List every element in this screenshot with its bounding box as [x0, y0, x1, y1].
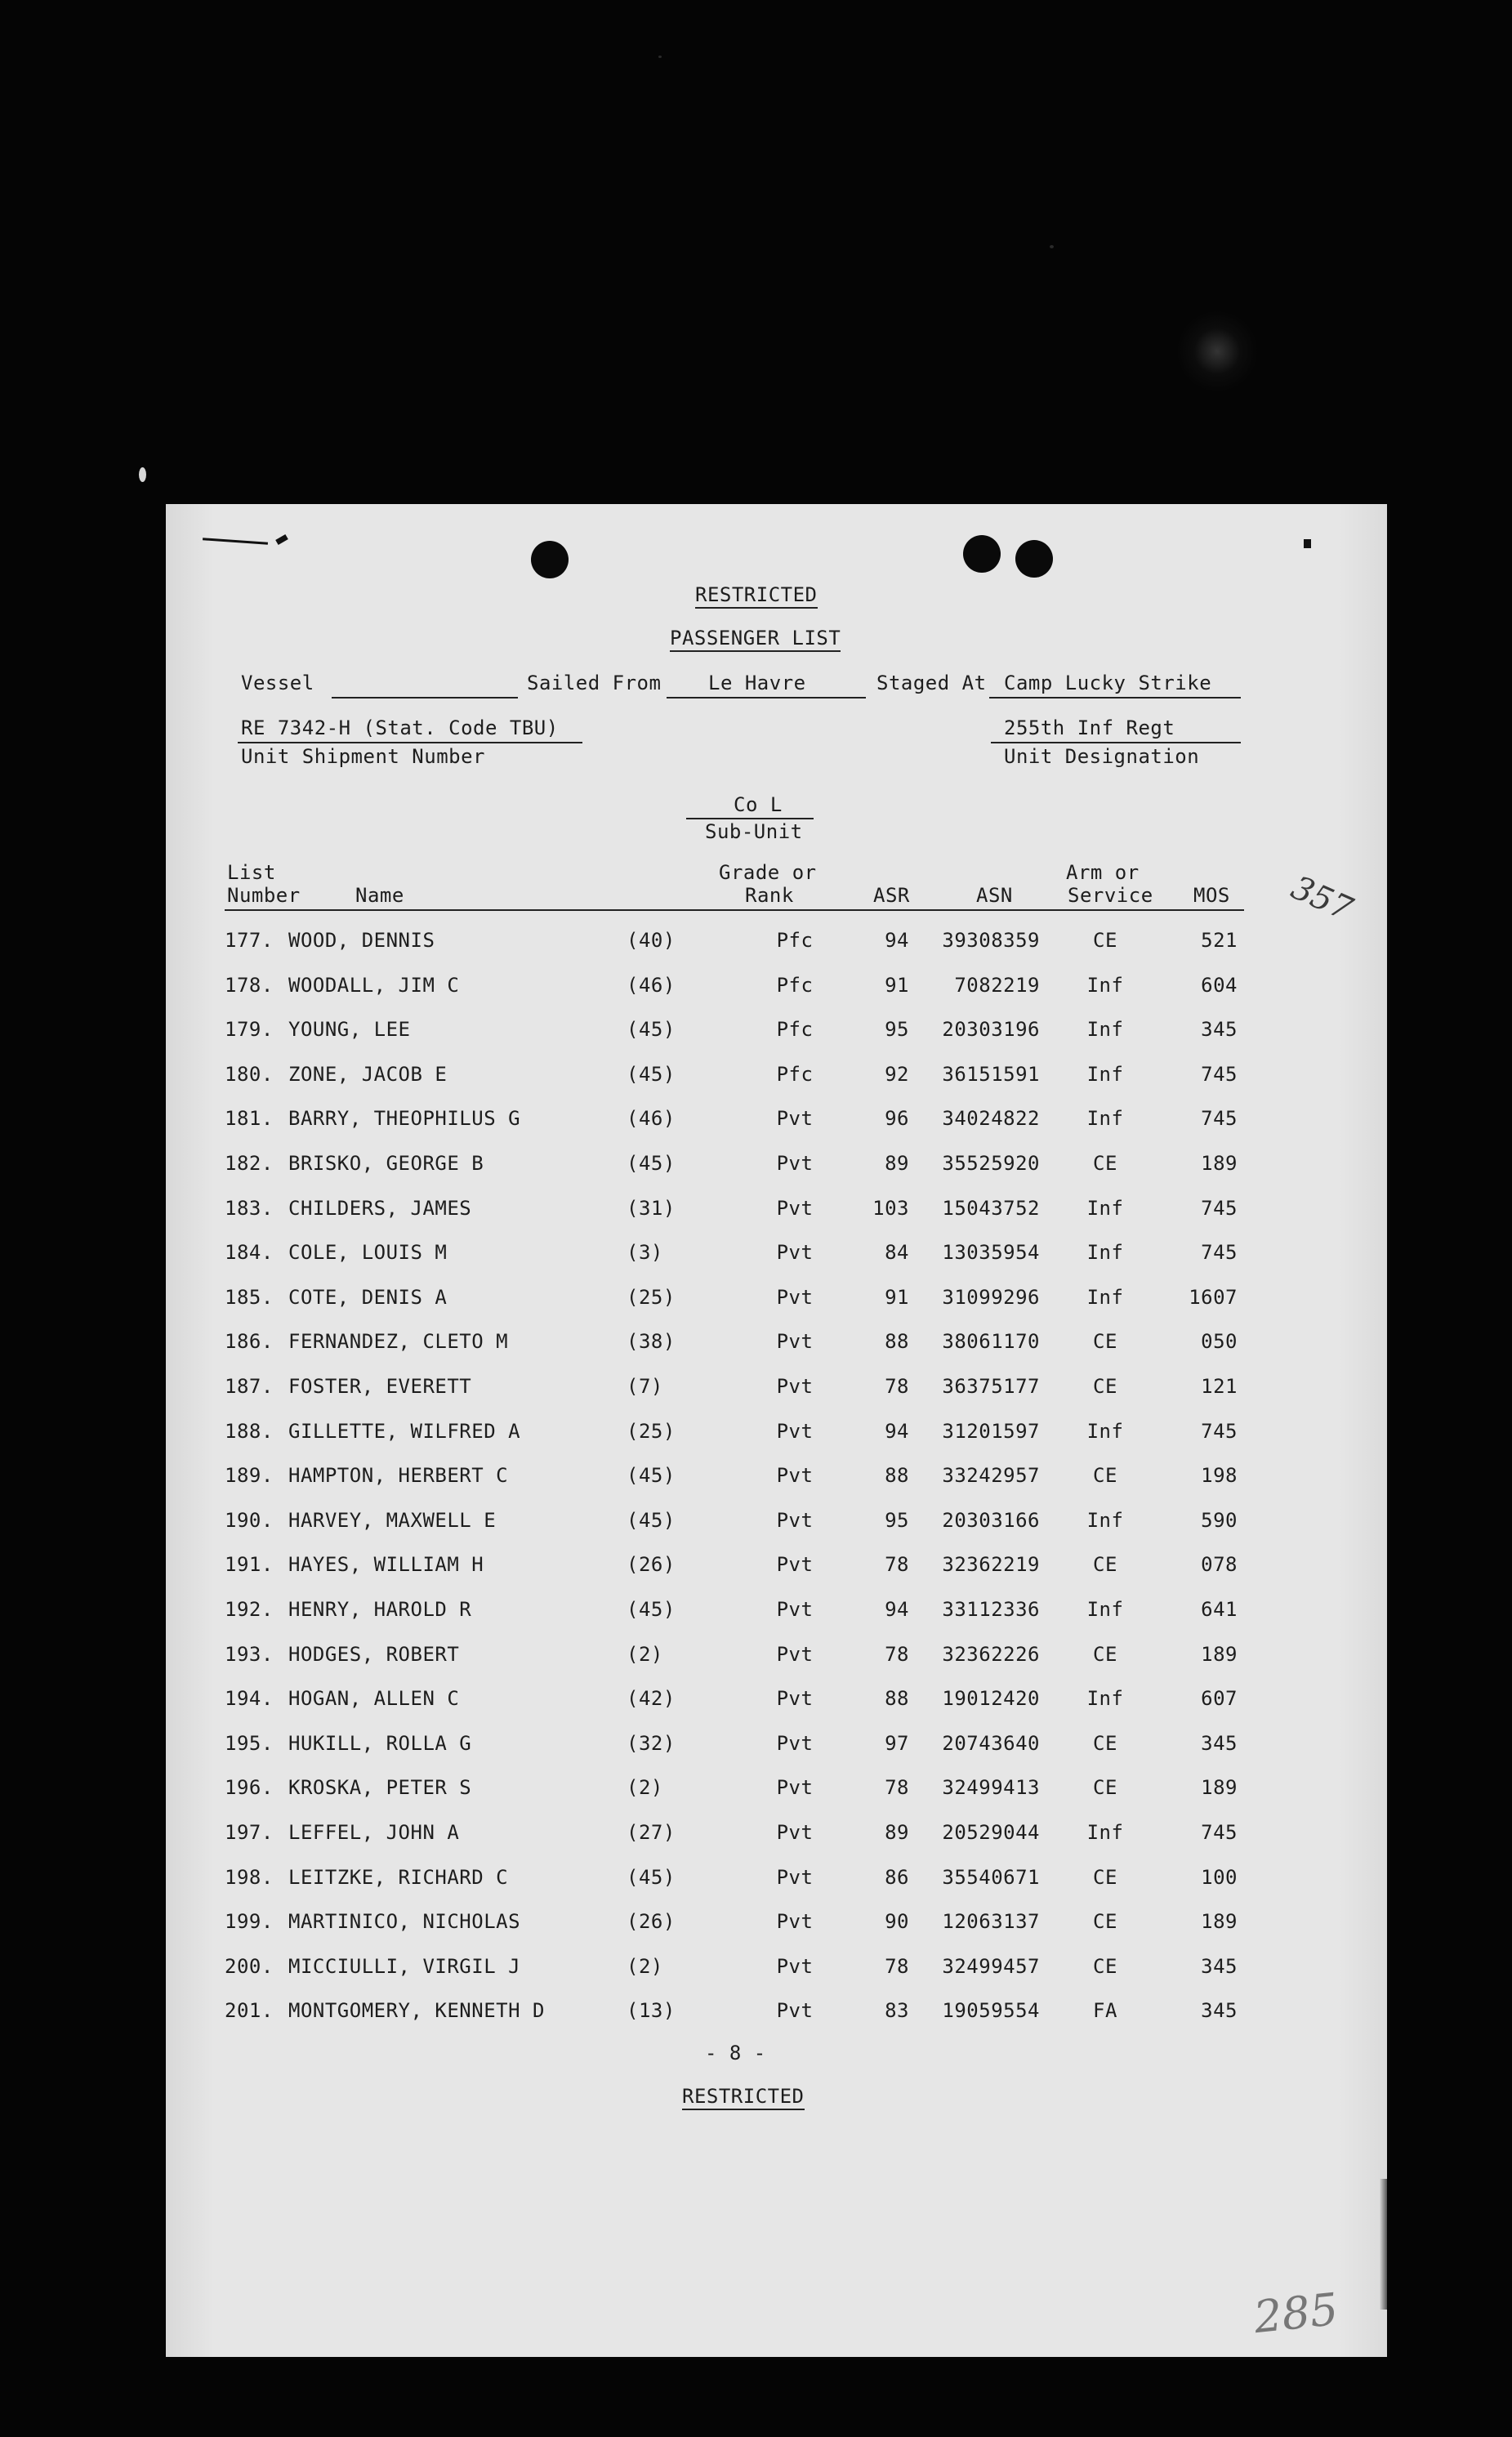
grade-rank: Pvt — [776, 1508, 814, 1532]
passenger-name: LEFFEL, JOHN A — [288, 1821, 460, 1844]
grade-rank: Pvt — [776, 1464, 814, 1488]
list-number: 178. — [225, 973, 274, 997]
asr-score: 94 — [885, 1598, 909, 1621]
background-speck — [658, 56, 662, 58]
passenger-name: BARRY, THEOPHILUS G — [288, 1107, 521, 1131]
list-number: 182. — [225, 1152, 274, 1175]
shipment-number-label: Unit Shipment Number — [241, 745, 485, 768]
passenger-name: HODGES, ROBERT — [288, 1642, 460, 1666]
arm-service: CE — [1093, 1152, 1117, 1175]
grade-rank: Pvt — [776, 1196, 814, 1220]
grade-rank: Pvt — [776, 1954, 814, 1978]
arm-service: CE — [1093, 1776, 1117, 1800]
table-row — [166, 1955, 1387, 1999]
list-number: 183. — [225, 1196, 274, 1220]
ink-speck — [275, 534, 288, 545]
table-row — [166, 1776, 1387, 1820]
list-number: 185. — [225, 1285, 274, 1309]
table-row — [166, 1732, 1387, 1776]
corner-scratch — [203, 538, 268, 545]
arm-service: Inf — [1086, 1062, 1124, 1086]
serial-number: 20743640 — [942, 1731, 1040, 1755]
grade-rank: Pvt — [776, 1865, 814, 1889]
header-name: Name — [355, 884, 404, 907]
arm-service: Inf — [1086, 1508, 1124, 1532]
table-row — [166, 1420, 1387, 1464]
grade-rank: Pvt — [776, 1107, 814, 1131]
mos-code: 641 — [1201, 1598, 1238, 1621]
passenger-name: HARVEY, MAXWELL E — [288, 1508, 497, 1532]
passenger-name: COTE, DENIS A — [288, 1285, 448, 1309]
list-number: 180. — [225, 1062, 274, 1086]
table-row — [166, 1018, 1387, 1062]
passenger-name: HOGAN, ALLEN C — [288, 1687, 460, 1711]
asr-score: 103 — [872, 1196, 909, 1220]
shipment-number-value: RE 7342-H (Stat. Code TBU) — [241, 716, 559, 739]
mos-code: 345 — [1201, 1018, 1238, 1042]
asr-score: 88 — [885, 1464, 909, 1488]
passenger-name: YOUNG, LEE — [288, 1018, 411, 1042]
serial-number: 13035954 — [942, 1241, 1040, 1265]
serial-number: 12063137 — [942, 1910, 1040, 1934]
list-number: 177. — [225, 929, 274, 952]
table-row — [166, 1553, 1387, 1597]
age-code: (3) — [627, 1241, 663, 1265]
list-number: 196. — [225, 1776, 274, 1800]
punch-hole — [531, 541, 569, 578]
arm-service: Inf — [1086, 1241, 1124, 1265]
passenger-name: FERNANDEZ, CLETO M — [288, 1330, 509, 1354]
asr-score: 90 — [885, 1910, 909, 1934]
mos-code: 745 — [1201, 1821, 1238, 1844]
arm-service: CE — [1093, 1954, 1117, 1978]
arm-service: CE — [1093, 1910, 1117, 1934]
serial-number: 20529044 — [942, 1821, 1040, 1844]
background-speck — [1050, 245, 1054, 248]
arm-service: CE — [1093, 1330, 1117, 1354]
handwritten-corner-number: 285 — [1251, 2283, 1341, 2344]
serial-number: 32362219 — [942, 1553, 1040, 1577]
sailed-from-value: Le Havre — [708, 672, 806, 694]
age-code: (26) — [627, 1553, 676, 1577]
mos-code: 745 — [1201, 1107, 1238, 1131]
background-light-spot — [1176, 310, 1258, 392]
grade-rank: Pvt — [776, 1553, 814, 1577]
asr-score: 91 — [885, 973, 909, 997]
handwritten-margin-number: 357 — [1285, 868, 1358, 929]
classification-bottom: RESTRICTED — [682, 2085, 805, 2110]
serial-number: 33112336 — [942, 1598, 1040, 1621]
table-row — [166, 1509, 1387, 1553]
arm-service: Inf — [1086, 1821, 1124, 1844]
arm-service: CE — [1093, 1553, 1117, 1577]
serial-number: 31099296 — [942, 1285, 1040, 1309]
passenger-name: HAYES, WILLIAM H — [288, 1553, 484, 1577]
arm-service: CE — [1093, 929, 1117, 952]
passenger-name: MONTGOMERY, KENNETH D — [288, 1999, 545, 2023]
arm-service: Inf — [1086, 1687, 1124, 1711]
list-number: 201. — [225, 1999, 274, 2023]
sub-unit-label: Sub-Unit — [705, 820, 803, 843]
asr-score: 83 — [885, 1999, 909, 2023]
mos-code: 521 — [1201, 929, 1238, 952]
serial-number: 33242957 — [942, 1464, 1040, 1488]
grade-rank: Pvt — [776, 1152, 814, 1175]
list-number: 193. — [225, 1642, 274, 1666]
arm-service: CE — [1093, 1464, 1117, 1488]
age-code: (45) — [627, 1464, 676, 1488]
list-number: 199. — [225, 1910, 274, 1934]
passenger-name: HUKILL, ROLLA G — [288, 1731, 472, 1755]
mos-code: 604 — [1201, 973, 1238, 997]
serial-number: 32499413 — [942, 1776, 1040, 1800]
age-code: (31) — [627, 1196, 676, 1220]
serial-number: 39308359 — [942, 929, 1040, 952]
age-code: (7) — [627, 1375, 663, 1398]
header-list-number-2: Number — [227, 884, 301, 907]
age-code: (45) — [627, 1018, 676, 1042]
mos-code: 100 — [1201, 1865, 1238, 1889]
grade-rank: Pfc — [776, 929, 814, 952]
grade-rank: Pvt — [776, 1776, 814, 1800]
arm-service: CE — [1093, 1865, 1117, 1889]
list-number: 192. — [225, 1598, 274, 1621]
arm-service: Inf — [1086, 1598, 1124, 1621]
staged-at-value: Camp Lucky Strike — [1004, 672, 1212, 694]
table-row — [166, 1152, 1387, 1196]
header-list-line1: List — [227, 861, 276, 884]
arm-service: FA — [1093, 1999, 1117, 2023]
table-row — [166, 1821, 1387, 1865]
age-code: (25) — [627, 1285, 676, 1309]
page-edge-shadow — [1379, 2179, 1387, 2310]
grade-rank: Pvt — [776, 1687, 814, 1711]
arm-service: CE — [1093, 1731, 1117, 1755]
serial-number: 32362226 — [942, 1642, 1040, 1666]
passenger-name: GILLETTE, WILFRED A — [288, 1419, 521, 1443]
serial-number: 19059554 — [942, 1999, 1040, 2023]
age-code: (42) — [627, 1687, 676, 1711]
header-asr: ASR — [873, 884, 910, 907]
header-arm-1: Arm or — [1066, 861, 1140, 884]
table-row — [166, 1866, 1387, 1910]
unit-designation-line — [991, 742, 1241, 743]
mos-code: 198 — [1201, 1464, 1238, 1488]
age-code: (45) — [627, 1062, 676, 1086]
arm-service: Inf — [1086, 1285, 1124, 1309]
table-row — [166, 1643, 1387, 1687]
table-row — [166, 1197, 1387, 1241]
arm-service: Inf — [1086, 1107, 1124, 1131]
mos-code: 590 — [1201, 1508, 1238, 1532]
table-row — [166, 1107, 1387, 1151]
grade-rank: Pfc — [776, 1062, 814, 1086]
age-code: (40) — [627, 929, 676, 952]
table-row — [166, 1375, 1387, 1419]
arm-service: Inf — [1086, 1018, 1124, 1042]
asr-score: 78 — [885, 1776, 909, 1800]
unit-designation-value: 255th Inf Regt — [1004, 716, 1175, 739]
grade-rank: Pvt — [776, 1375, 814, 1398]
age-code: (45) — [627, 1508, 676, 1532]
mos-code: 745 — [1201, 1062, 1238, 1086]
serial-number: 38061170 — [942, 1330, 1040, 1354]
passenger-name: BRISKO, GEORGE B — [288, 1152, 484, 1175]
document-title: PASSENGER LIST — [670, 627, 841, 652]
list-number: 191. — [225, 1553, 274, 1577]
ink-speck — [1304, 539, 1311, 548]
list-number: 189. — [225, 1464, 274, 1488]
list-number: 195. — [225, 1731, 274, 1755]
grade-rank: Pvt — [776, 1731, 814, 1755]
sailed-from-label: Sailed From — [527, 672, 662, 694]
grade-rank: Pvt — [776, 1419, 814, 1443]
unit-designation-label: Unit Designation — [1004, 745, 1200, 768]
age-code: (2) — [627, 1954, 663, 1978]
passenger-name: KROSKA, PETER S — [288, 1776, 472, 1800]
passenger-name: CHILDERS, JAMES — [288, 1196, 472, 1220]
arm-service: Inf — [1086, 1196, 1124, 1220]
table-row — [166, 1241, 1387, 1285]
list-number: 194. — [225, 1687, 274, 1711]
age-code: (27) — [627, 1821, 676, 1844]
sub-unit-value: Co L — [734, 793, 783, 816]
asr-score: 78 — [885, 1954, 909, 1978]
list-number: 184. — [225, 1241, 274, 1265]
asr-score: 96 — [885, 1107, 909, 1131]
table-row — [166, 929, 1387, 973]
table-row — [166, 1999, 1387, 2043]
table-row — [166, 1687, 1387, 1731]
asr-score: 88 — [885, 1687, 909, 1711]
mos-code: 121 — [1201, 1375, 1238, 1398]
arm-service: CE — [1093, 1375, 1117, 1398]
mos-code: 345 — [1201, 1999, 1238, 2023]
grade-rank: Pvt — [776, 1598, 814, 1621]
mos-code: 607 — [1201, 1687, 1238, 1711]
serial-number: 20303166 — [942, 1508, 1040, 1532]
table-row — [166, 1063, 1387, 1107]
serial-number: 35540671 — [942, 1865, 1040, 1889]
document-page — [166, 504, 1387, 2357]
list-number: 188. — [225, 1419, 274, 1443]
table-row — [166, 1598, 1387, 1642]
table-row — [166, 1286, 1387, 1330]
mos-code: 345 — [1201, 1731, 1238, 1755]
age-code: (13) — [627, 1999, 676, 2023]
age-code: (38) — [627, 1330, 676, 1354]
age-code: (45) — [627, 1152, 676, 1175]
grade-rank: Pfc — [776, 1018, 814, 1042]
serial-number: 15043752 — [942, 1196, 1040, 1220]
asr-score: 94 — [885, 1419, 909, 1443]
passenger-name: MICCIULLI, VIRGIL J — [288, 1954, 521, 1978]
serial-number: 32499457 — [942, 1954, 1040, 1978]
asr-score: 95 — [885, 1508, 909, 1532]
serial-number: 31201597 — [942, 1419, 1040, 1443]
arm-service: Inf — [1086, 973, 1124, 997]
header-mos: MOS — [1193, 884, 1230, 907]
serial-number: 34024822 — [942, 1107, 1040, 1131]
asr-score: 91 — [885, 1285, 909, 1309]
serial-number: 20303196 — [942, 1018, 1040, 1042]
serial-number: 19012420 — [942, 1687, 1040, 1711]
staged-at-label: Staged At — [876, 672, 987, 694]
mos-code: 745 — [1201, 1241, 1238, 1265]
passenger-name: HENRY, HAROLD R — [288, 1598, 472, 1621]
age-code: (2) — [627, 1776, 663, 1800]
mos-code: 345 — [1201, 1954, 1238, 1978]
sub-unit-line — [686, 818, 814, 819]
list-number: 190. — [225, 1508, 274, 1532]
passenger-name: FOSTER, EVERETT — [288, 1375, 472, 1398]
classification-top: RESTRICTED — [695, 583, 818, 609]
mos-code: 189 — [1201, 1152, 1238, 1175]
grade-rank: Pvt — [776, 1285, 814, 1309]
passenger-name: LEITZKE, RICHARD C — [288, 1865, 509, 1889]
mos-code: 745 — [1201, 1419, 1238, 1443]
header-list-number — [227, 861, 276, 884]
age-code: (25) — [627, 1419, 676, 1443]
list-number: 198. — [225, 1865, 274, 1889]
header-asn: ASN — [976, 884, 1013, 907]
mos-code: 1607 — [1189, 1285, 1238, 1309]
asr-score: 92 — [885, 1062, 909, 1086]
passenger-name: ZONE, JACOB E — [288, 1062, 448, 1086]
serial-number: 7082219 — [954, 973, 1040, 997]
header-underline — [225, 909, 1244, 911]
grade-rank: Pvt — [776, 1999, 814, 2023]
grade-rank: Pvt — [776, 1821, 814, 1844]
grade-rank: Pvt — [776, 1910, 814, 1934]
asr-score: 95 — [885, 1018, 909, 1042]
list-number: 197. — [225, 1821, 274, 1844]
passenger-name: HAMPTON, HERBERT C — [288, 1464, 509, 1488]
sailed-from-line — [667, 697, 866, 699]
list-number: 200. — [225, 1954, 274, 1978]
passenger-name: WOOD, DENNIS — [288, 929, 435, 952]
serial-number: 36375177 — [942, 1375, 1040, 1398]
asr-score: 89 — [885, 1821, 909, 1844]
age-code: (45) — [627, 1865, 676, 1889]
mos-code: 078 — [1201, 1553, 1238, 1577]
age-code: (45) — [627, 1598, 676, 1621]
table-row — [166, 1464, 1387, 1508]
mos-code: 189 — [1201, 1642, 1238, 1666]
vessel-value-line — [332, 697, 518, 699]
age-code: (26) — [627, 1910, 676, 1934]
asr-score: 84 — [885, 1241, 909, 1265]
list-number: 181. — [225, 1107, 274, 1131]
age-code: (46) — [627, 973, 676, 997]
asr-score: 89 — [885, 1152, 909, 1175]
staged-at-line — [989, 697, 1241, 699]
punch-hole — [1015, 540, 1053, 578]
asr-score: 78 — [885, 1642, 909, 1666]
mos-code: 189 — [1201, 1910, 1238, 1934]
asr-score: 78 — [885, 1375, 909, 1398]
arm-service: Inf — [1086, 1419, 1124, 1443]
page-number: - 8 - — [705, 2042, 766, 2064]
header-grade-1: Grade or — [719, 861, 817, 884]
punch-hole — [963, 535, 1001, 573]
asr-score: 97 — [885, 1731, 909, 1755]
asr-score: 88 — [885, 1330, 909, 1354]
grade-rank: Pfc — [776, 973, 814, 997]
serial-number: 36151591 — [942, 1062, 1040, 1086]
mos-code: 189 — [1201, 1776, 1238, 1800]
grade-rank: Pvt — [776, 1330, 814, 1354]
mos-code: 050 — [1201, 1330, 1238, 1354]
asr-score: 78 — [885, 1553, 909, 1577]
age-code: (46) — [627, 1107, 676, 1131]
serial-number: 35525920 — [942, 1152, 1040, 1175]
shipment-number-line — [238, 742, 582, 743]
passenger-name: WOODALL, JIM C — [288, 973, 460, 997]
background-speck — [139, 467, 146, 482]
grade-rank: Pvt — [776, 1642, 814, 1666]
asr-score: 86 — [885, 1865, 909, 1889]
age-code: (32) — [627, 1731, 676, 1755]
header-arm-2: Service — [1068, 884, 1153, 907]
passenger-name: COLE, LOUIS M — [288, 1241, 448, 1265]
age-code: (2) — [627, 1642, 663, 1666]
table-row — [166, 974, 1387, 1018]
vessel-label: Vessel — [241, 672, 314, 694]
list-number: 187. — [225, 1375, 274, 1398]
grade-rank: Pvt — [776, 1241, 814, 1265]
header-grade-2: Rank — [745, 884, 794, 907]
table-row — [166, 1910, 1387, 1954]
table-row — [166, 1330, 1387, 1374]
list-number: 179. — [225, 1018, 274, 1042]
arm-service: CE — [1093, 1642, 1117, 1666]
mos-code: 745 — [1201, 1196, 1238, 1220]
passenger-name: MARTINICO, NICHOLAS — [288, 1910, 521, 1934]
list-number: 186. — [225, 1330, 274, 1354]
asr-score: 94 — [885, 929, 909, 952]
